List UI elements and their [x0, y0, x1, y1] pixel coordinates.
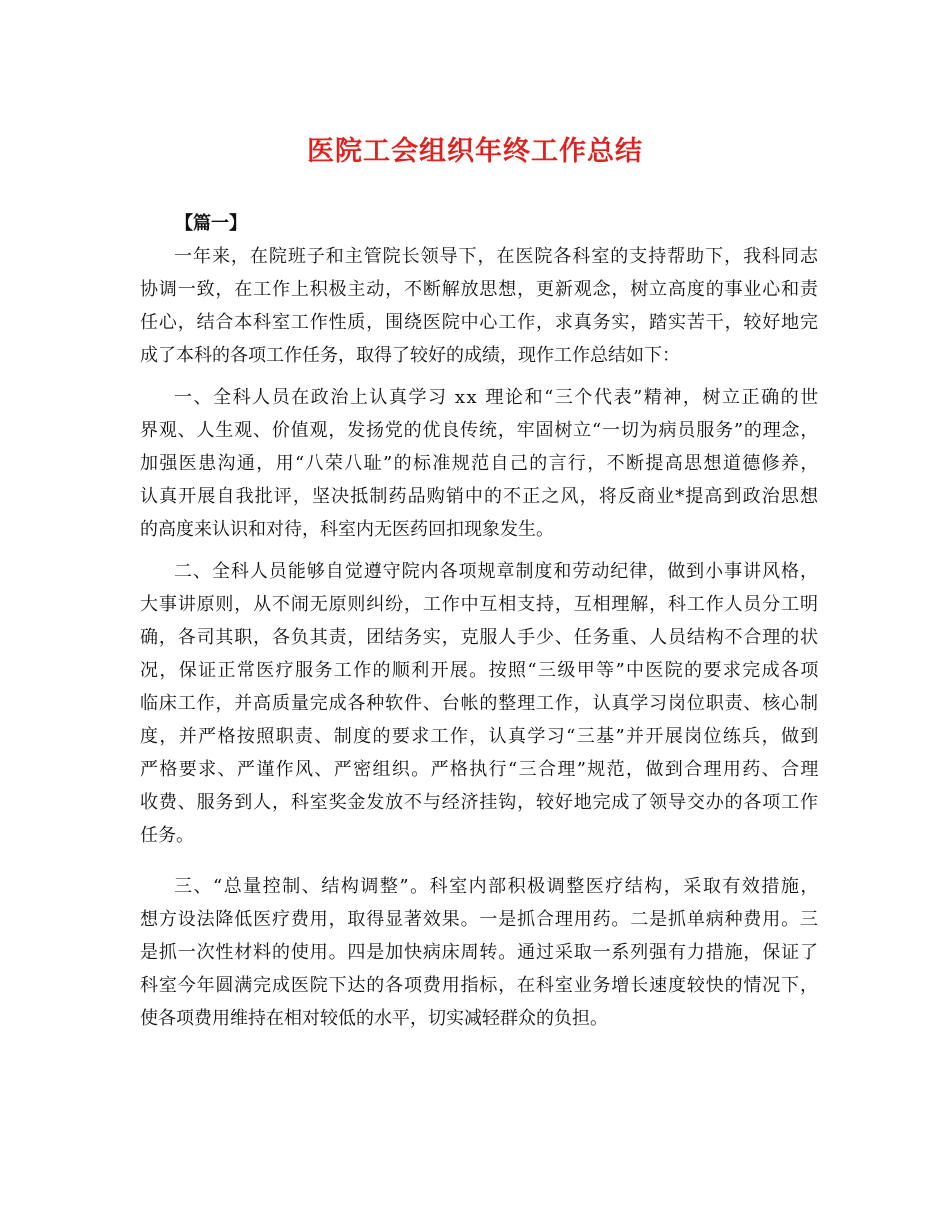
text-line: 界观、人生观、价值观，发扬党的优良传统，牢固树立“一切为病员服务”的理念， [140, 420, 820, 441]
text-line: 收费、服务到人，科室奖金发放不与经济挂钩，较好地完成了领导交办的各项工作 [140, 792, 819, 813]
text-line: 想方设法降低医疗费用，取得显著效果。一是抓合理用药。二是抓单病种费用。三 [140, 909, 819, 930]
document-title: 医院工会组织年终工作总结 [307, 136, 643, 167]
text-line: 度，并严格按照职责、制度的要求工作，认真学习“三基”并开展岗位练兵，做到 [140, 726, 820, 747]
text-line: 科室今年圆满完成医院下达的各项费用指标，在科室业务增长速度较快的情况下， [140, 975, 819, 996]
text-line: 使各项费用维持在相对较低的水平，切实减轻群众的负担。 [140, 1008, 608, 1029]
text-line: 一年来，在院班子和主管院长领导下，在医院各科室的支持帮助下，我科同志 [174, 246, 819, 267]
text-line: 任务。 [140, 825, 194, 846]
text-line: 二、全科人员能够自觉遵守院内各项规章制度和劳动纪律，做到小事讲风格， [174, 561, 819, 582]
text-line: 严格要求、严谨作风、严密组织。严格执行“三合理”规范，做到合理用药、合理 [140, 759, 820, 780]
text-line: 成了本科的各项工作任务，取得了较好的成绩，现作工作总结如下： [140, 345, 680, 366]
text-line: 认真开展自我批评，坚决抵制药品购销中的不正之风，将反商业*提高到政治思想 [140, 486, 820, 507]
text-line: 任心，结合本科室工作性质，围绕医院中心工作，求真务实，踏实苦干，较好地完 [140, 312, 819, 333]
text-line: 一、全科人员在政治上认真学习 xx 理论和“三个代表”精神，树立正确的世 [174, 387, 820, 408]
text-line: 协调一致，在工作上积极主动，不断解放思想，更新观念，树立高度的事业心和责 [140, 279, 819, 300]
text-line: 确，各司其职，各负其责，团结务实，克服人手少、任务重、人员结构不合理的状 [140, 627, 819, 648]
text-line: 临床工作，并高质量完成各种软件、台帐的整理工作，认真学习岗位职责、核心制 [140, 693, 819, 714]
text-line: 加强医患沟通，用“八荣八耻”的标准规范自己的言行，不断提高思想道德修养， [140, 453, 820, 474]
section-label: 【篇一】 [175, 213, 247, 234]
text-line: 三、“总量控制、结构调整”。科室内部积极调整医疗结构，采取有效措施， [174, 876, 820, 897]
text-line: 的高度来认识和对待，科室内无医药回扣现象发生。 [140, 519, 554, 540]
text-line: 是抓一次性材料的使用。四是加快病床周转。通过采取一系列强有力措施，保证了 [140, 942, 819, 963]
text-line: 大事讲原则，从不闹无原则纠纷，工作中互相支持，互相理解，科工作人员分工明 [140, 594, 819, 615]
text-line: 况，保证正常医疗服务工作的顺利开展。按照“三级甲等”中医院的要求完成各项 [140, 660, 820, 681]
